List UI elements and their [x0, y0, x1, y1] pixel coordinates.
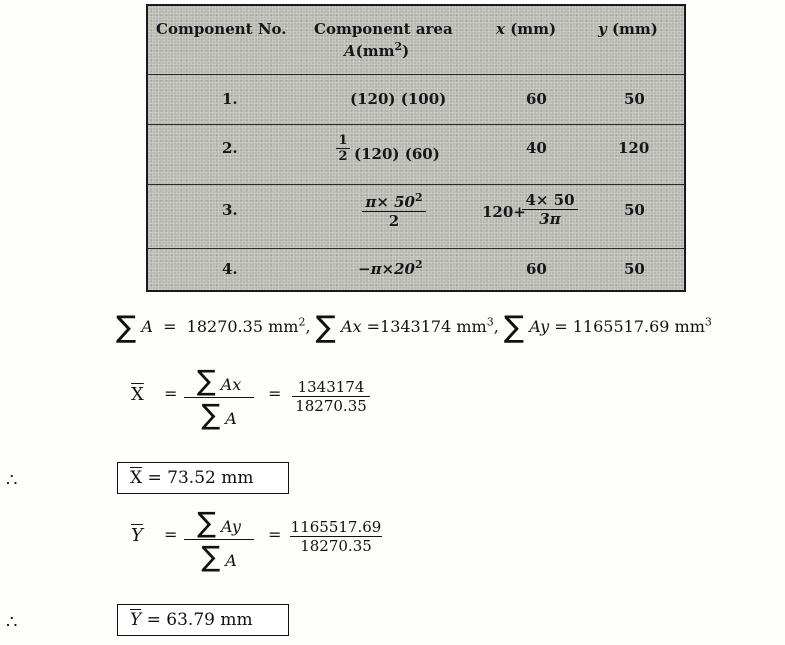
- header-y: y (mm): [598, 20, 658, 38]
- table-row: [148, 74, 684, 125]
- row-x: 60: [526, 260, 547, 278]
- xbar-sigma-fraction: ∑ Ax ∑ A: [184, 364, 254, 431]
- row-y: 50: [624, 260, 645, 278]
- header-area-symbol: $A(mm^2)$: [344, 40, 410, 60]
- ybar-value-fraction: 1165517.69 18270.35: [290, 518, 382, 555]
- header-component-area: Component area: [314, 20, 453, 38]
- row-y: 50: [624, 90, 645, 108]
- therefore-symbol-2: ∴: [6, 612, 18, 633]
- sums-line: ∑ A = 18270.35 $mm^2$, ∑ Ax =1343174 $mm^3$, ∑ Ay = 1165517.69 $mm^3$: [116, 310, 712, 345]
- table-row: 3. $\frac{\pi\times 50^2}{2}$ 120+ $\frac{4\times 50}{3\pi}$ 50: [148, 184, 684, 249]
- row-number: 4.: [222, 260, 238, 278]
- row-y: 50: [624, 201, 645, 219]
- row-area: (120) (100): [350, 90, 447, 108]
- component-table: [146, 4, 686, 292]
- ybar-sigma-fraction: ∑ Ay ∑ A: [184, 506, 254, 573]
- row-number: 3.: [222, 201, 238, 219]
- ybar-symbol: $\overline{Y}$: [131, 525, 143, 546]
- xbar-equals-2: =: [268, 384, 282, 403]
- row-area: $-\pi\times 20^2$: [358, 258, 423, 278]
- row-x: 40: [526, 139, 547, 157]
- ybar-result-box: $\overline{Y} = 63.79$ mm: [117, 604, 289, 636]
- ybar-equals-2: =: [268, 525, 282, 544]
- table-row: 2. $\frac{1}{2}$ (120) (60) 40 120: [148, 124, 684, 185]
- header-component-no: Component No.: [156, 20, 287, 38]
- table-row: [148, 248, 684, 293]
- therefore-symbol-1: ∴: [6, 470, 18, 491]
- xbar-symbol: $\overline{X}$: [131, 384, 144, 405]
- table-header-row: [148, 6, 684, 74]
- row-number: 1.: [222, 90, 238, 108]
- header-x: x (mm): [496, 20, 557, 38]
- xbar-value-fraction: 1343174 18270.35: [292, 378, 370, 415]
- row-x-prefix: 120+: [482, 203, 526, 221]
- xbar-equals: =: [164, 384, 178, 403]
- row-number: 2.: [222, 139, 238, 157]
- row-area: (120) (60): [354, 145, 440, 163]
- xbar-result-box: $\overline{X} = 73.52$ mm: [117, 462, 289, 494]
- row-y: 120: [618, 139, 650, 157]
- ybar-equals: =: [164, 525, 178, 544]
- row-x: 60: [526, 90, 547, 108]
